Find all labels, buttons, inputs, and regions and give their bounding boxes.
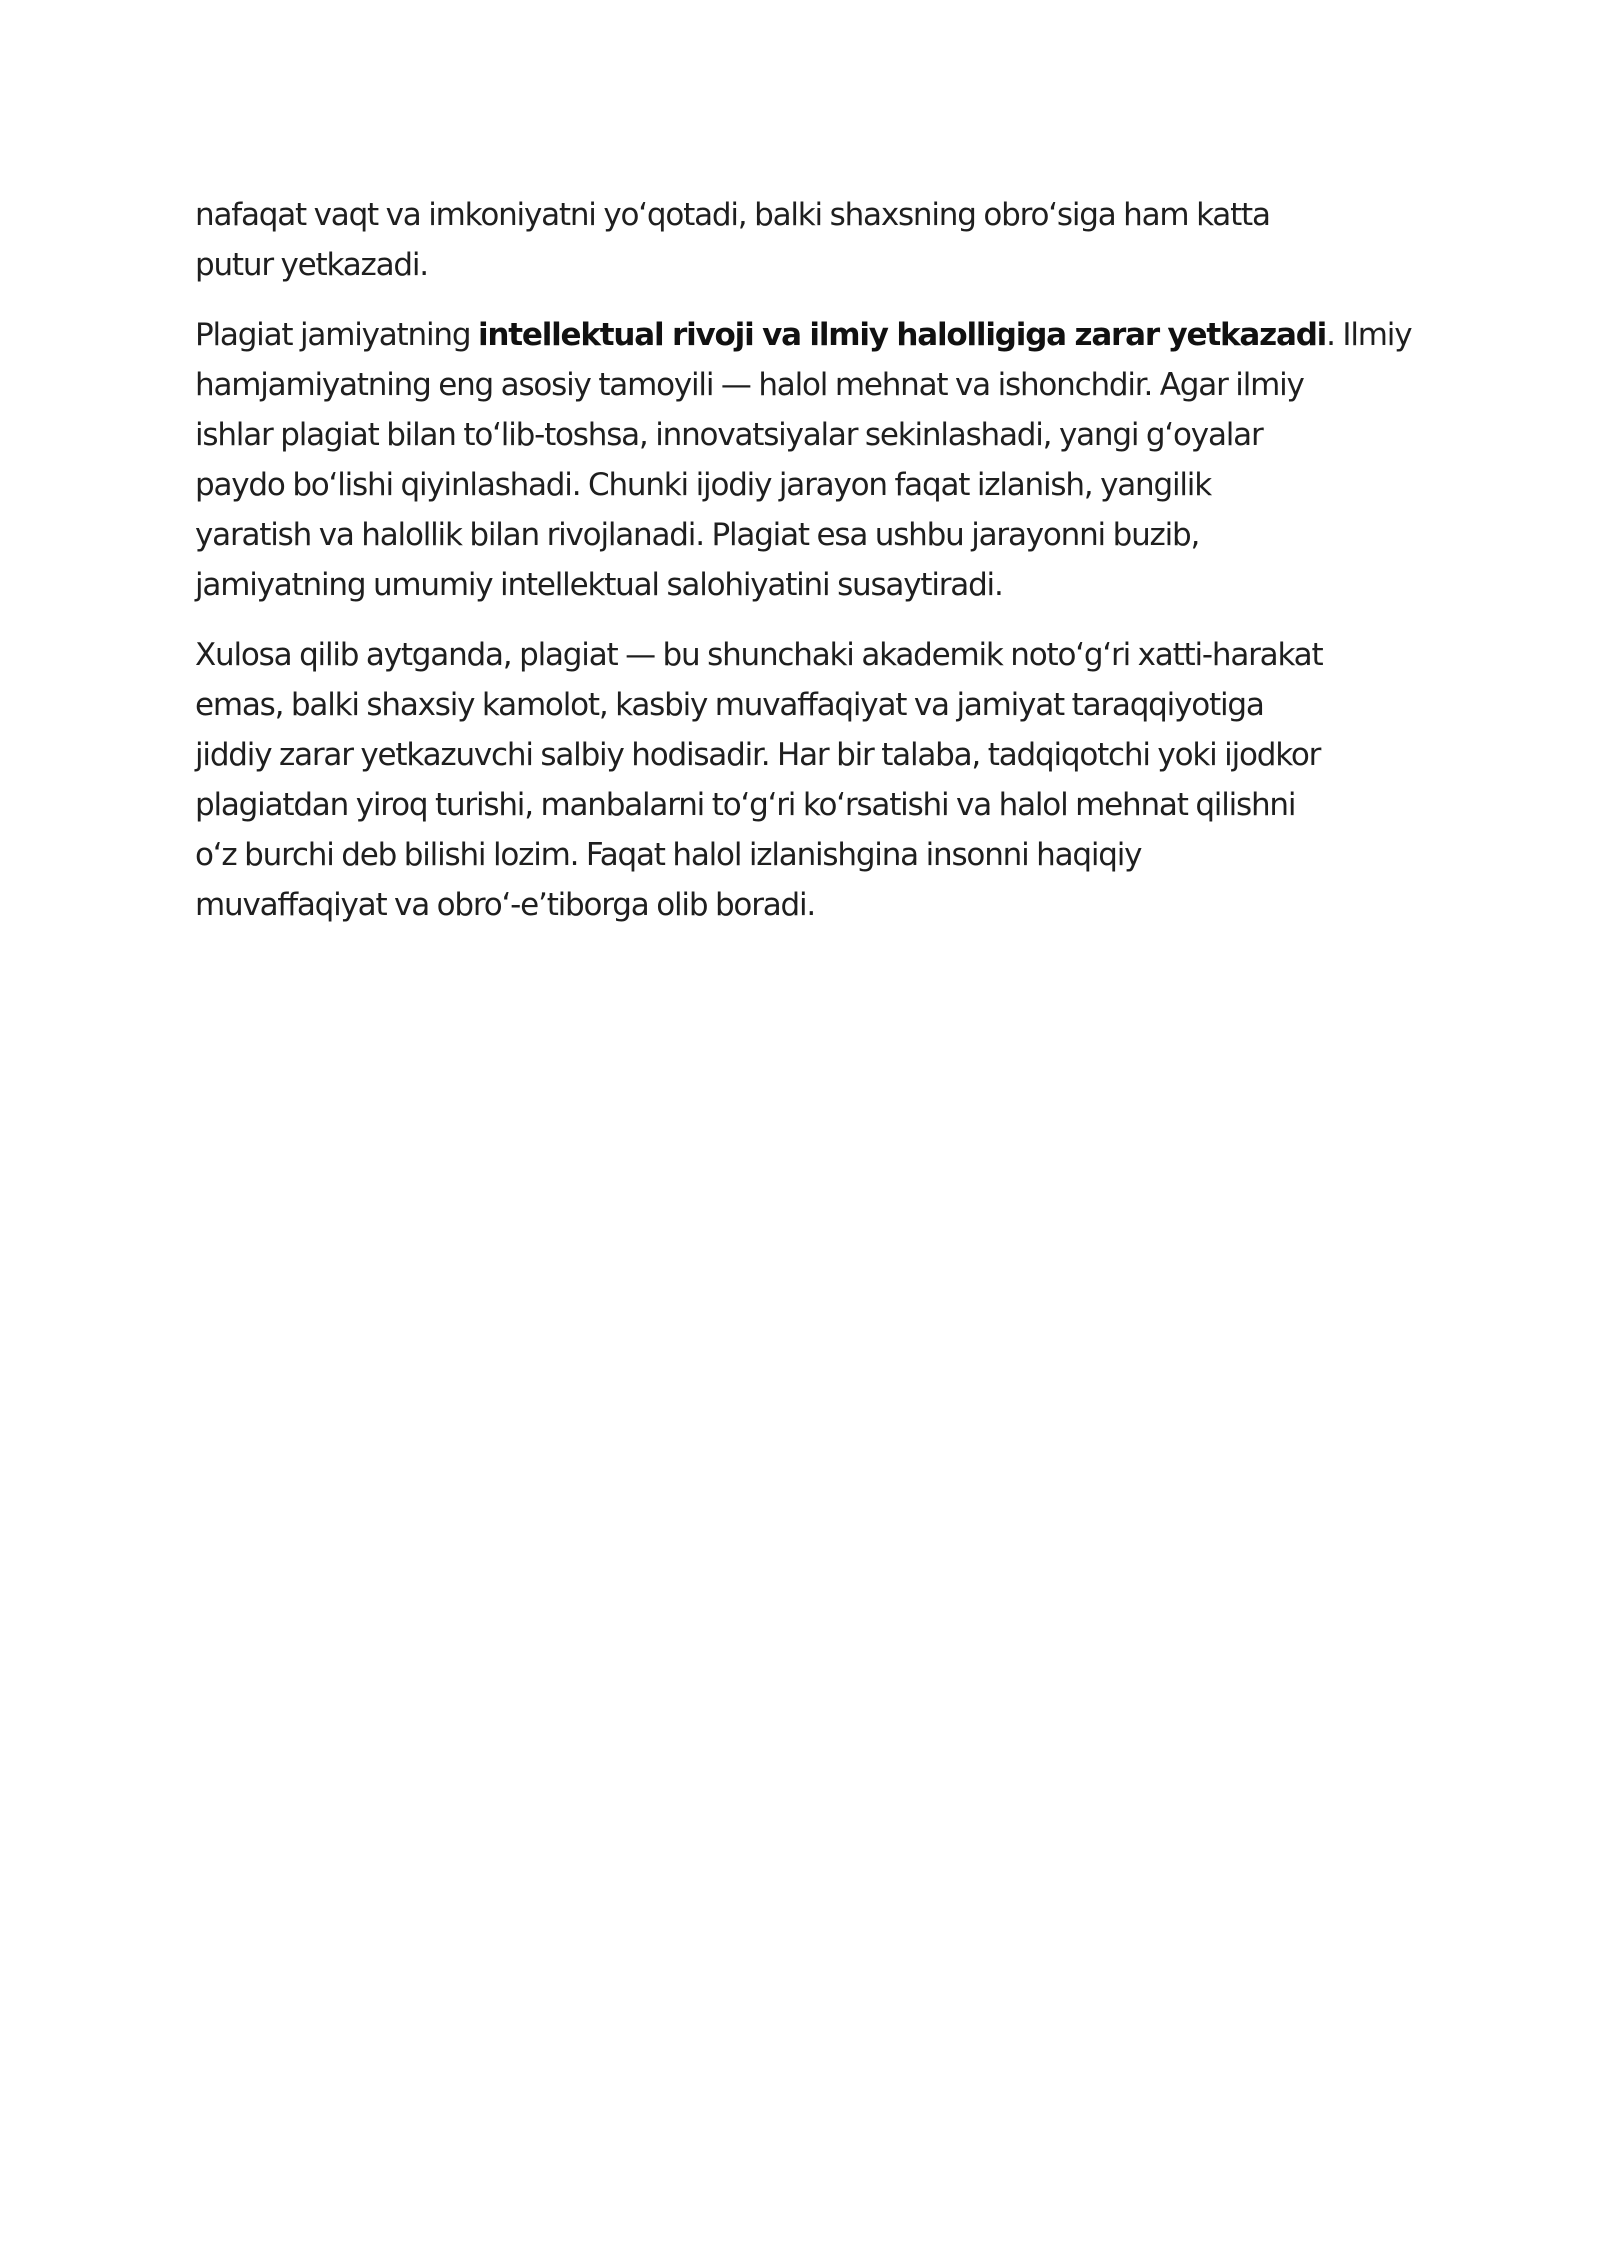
text-line: emas, balki shaxsiy kamolot, kasbiy muvaffaqiyat va jamiyat taraqqiyotiga xyxy=(195,687,1264,723)
text-segment: . Ilmiy xyxy=(1326,317,1412,353)
paragraph-2 xyxy=(195,310,1435,610)
text-segment: Plagiat jamiyatning xyxy=(195,317,478,353)
text-line: oʻz burchi deb bilishi lozim. Faqat halol izlanishgina insonni haqiqiy xyxy=(195,837,1142,873)
text-line: nafaqat vaqt va imkoniyatni yoʻqotadi, balki shaxsning obroʻsiga ham katta xyxy=(195,197,1270,233)
text-line: yaratish va halollik bilan rivojlanadi. Plagiat esa ushbu jarayonni buzib, xyxy=(195,517,1200,553)
text-line: hamjamiyatning eng asosiy tamoyili — halol mehnat va ishonchdir. Agar ilmiy xyxy=(195,367,1304,403)
text-line: jiddiy zarar yetkazuvchi salbiy hodisadir. Har bir talaba, tadqiqotchi yoki ijodkor xyxy=(195,737,1321,773)
text-line xyxy=(195,310,1435,360)
text-line: plagiatdan yiroq turishi, manbalarni toʻgʻri koʻrsatishi va halol mehnat qilishni xyxy=(195,787,1296,823)
text-line: muvaffaqiyat va obroʻ-e’tiborga olib boradi. xyxy=(195,887,816,923)
paragraph-3 xyxy=(195,630,1435,930)
text-line: paydo boʻlishi qiyinlashadi. Chunki ijodiy jarayon faqat izlanish, yangilik xyxy=(195,467,1211,503)
text-line: jamiyatning umumiy intellektual salohiyatini susaytiradi. xyxy=(195,567,1003,603)
text-line: ishlar plagiat bilan toʻlib-toshsa, innovatsiyalar sekinlashadi, yangi gʻoyalar xyxy=(195,417,1263,453)
paragraph-1 xyxy=(195,190,1435,290)
text-line: Xulosa qilib aytganda, plagiat — bu shunchaki akademik notoʻgʻri xatti-harakat xyxy=(195,637,1323,673)
text-line: putur yetkazadi. xyxy=(195,247,428,283)
bold-emphasis: intellektual rivoji va ilmiy halolligiga zarar yetkazadi xyxy=(477,317,1327,353)
document-body xyxy=(195,190,1435,950)
